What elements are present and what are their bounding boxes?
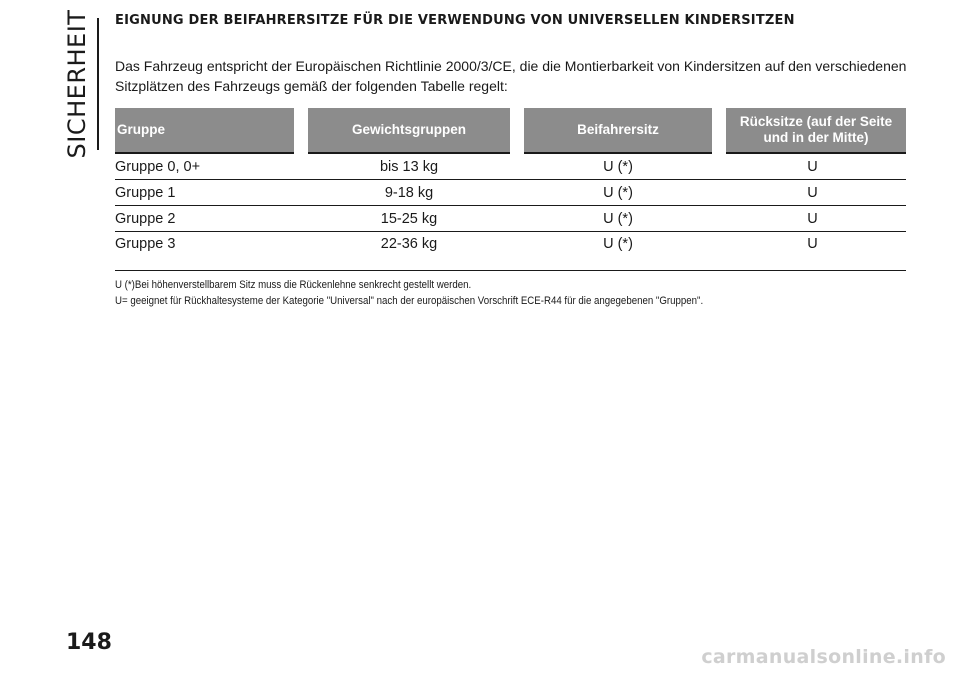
footnote-adjustable-seat: U (*)Bei höhenverstellbarem Sitz muss die Rückenlehne senkrecht gestellt werden. (115, 279, 472, 291)
cell-rear-seats: U (719, 232, 906, 271)
footnote-universal: U= geeignet für Rückhaltesysteme der Kategorie "Universal" nach der europäischen Vorschrift ECE-R44 für die angegebenen "Gruppen". (115, 295, 704, 307)
table-row (115, 232, 906, 271)
table-header-row (115, 108, 906, 153)
cell-weight: bis 13 kg (301, 153, 517, 180)
cell-passenger-seat: U (*) (517, 206, 719, 232)
header-beifahrersitz: Beifahrersitz (517, 108, 719, 153)
header-gruppe: Gruppe (115, 108, 301, 153)
table-footnotes (115, 277, 810, 309)
cell-weight: 9-18 kg (301, 180, 517, 206)
cell-passenger-seat: U (*) (517, 180, 719, 206)
table-row (115, 153, 906, 180)
cell-gruppe: Gruppe 0, 0+ (115, 153, 301, 180)
section-label (62, 9, 92, 159)
cell-weight: 15-25 kg (301, 206, 517, 232)
watermark: carmanualsonline.info (701, 646, 946, 668)
header-gewichtsgruppen: Gewichtsgruppen (301, 108, 517, 153)
cell-passenger-seat: U (*) (517, 153, 719, 180)
table-row (115, 180, 906, 206)
section-divider (97, 18, 99, 150)
intro-paragraph: Das Fahrzeug entspricht der Europäischen Richtlinie 2000/3/CE, die die Montierbarkeit von Kindersitzen auf den verschiedenen Sitzplätzen des Fahrzeugs gemäß der folgenden Tabelle regelt: (115, 58, 907, 94)
section-heading: EIGNUNG DER BEIFAHRERSITZE FÜR DIE VERWENDUNG VON UNIVERSELLEN KINDERSITZEN (115, 13, 795, 28)
cell-rear-seats: U (719, 206, 906, 232)
cell-rear-seats: U (719, 153, 906, 180)
cell-rear-seats: U (719, 180, 906, 206)
header-ruecksitze: Rücksitze (auf der Seite und in der Mitte) (719, 108, 906, 153)
table-row (115, 206, 906, 232)
page-number: 148 (66, 630, 112, 655)
child-seat-table (115, 108, 906, 271)
cell-weight: 22-36 kg (301, 232, 517, 271)
cell-gruppe: Gruppe 2 (115, 206, 301, 232)
cell-gruppe: Gruppe 1 (115, 180, 301, 206)
cell-gruppe: Gruppe 3 (115, 232, 301, 271)
cell-passenger-seat: U (*) (517, 232, 719, 271)
section-label-text: SICHERHEIT (63, 9, 91, 159)
